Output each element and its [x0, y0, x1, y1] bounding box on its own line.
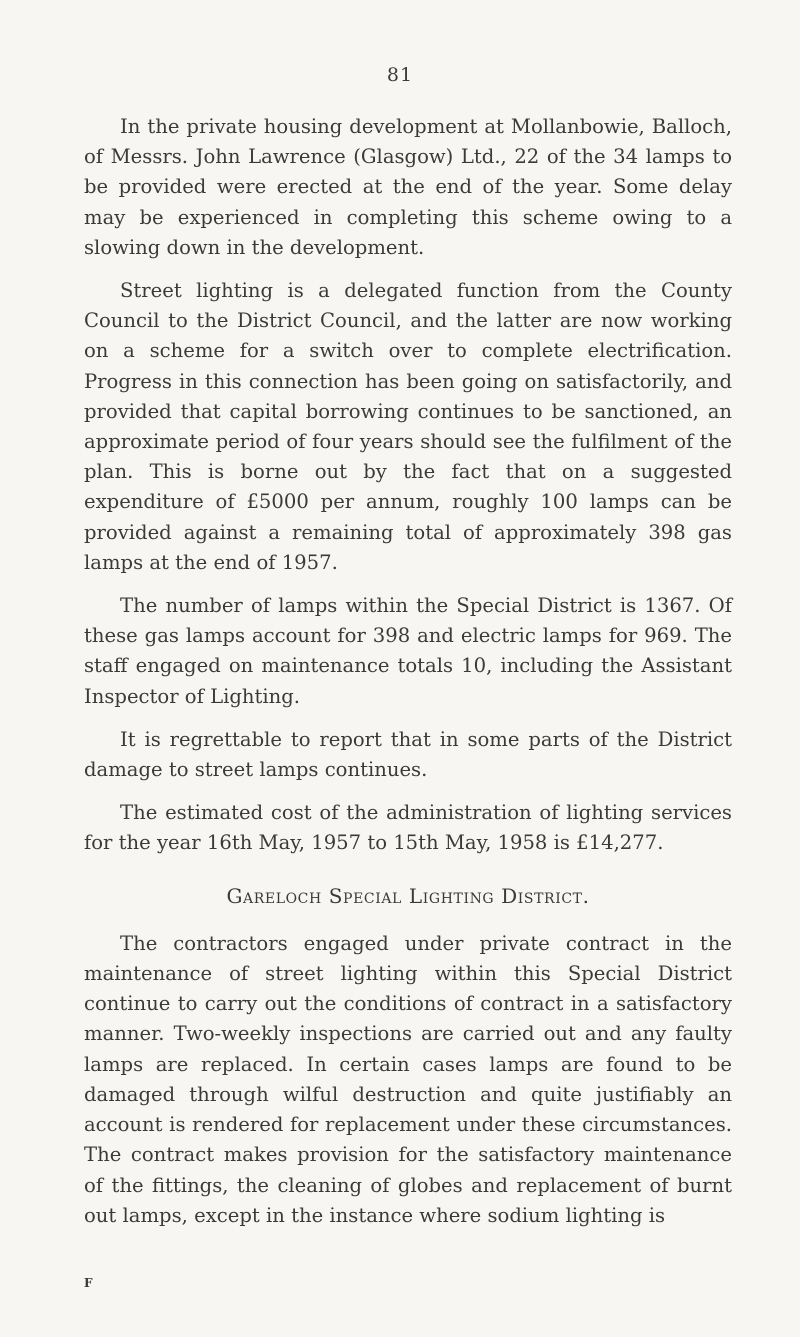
paragraph-estimated-cost: The estimated cost of the administration of lighting services for the year 16th May, 1957 to 15th May, 1958 is £14,277. [84, 801, 732, 855]
signature-mark: F [84, 1276, 94, 1290]
paragraph-gareloch-contractors: The contractors engaged under private contract in the maintenance of street lighting within this Special District continue to carry out the conditions of contract in a satisfactory manner. Two-weekly inspections are carried out and any faulty lamps are replaced. In certain cases lamps are found to be damaged through wilful destruction and quite justifiably an account is rendered for replacement under these circumstances. The contract makes provision for the satisfactory maintenance of the fittings, the cleaning of globes and replacement of burnt out lamps, except in the instance where sodium lighting is [84, 931, 732, 1227]
page-number: 81 [386, 64, 414, 86]
paragraph-street-lighting-electrification: Street lighting is a delegated function from the County Council to the District Council, and the latter are now working on a scheme for a switch over to complete electrification. Progress in this connection has been going on satisfactorily, and provided that capital borrowing continues to be sanctioned, an approximate period of four years should see the fulfilment of the plan. This is borne out by the fact that on a suggested expenditure of £5000 per annum, roughly 100 lamps can be provided against a remaining total of approximately 398 gas lamps at the end of 1957. [84, 279, 732, 574]
paragraph-mollanbowie-lamps: In the private housing development at Mollanbowie, Balloch, of Messrs. John Lawrence (Glasgow) Ltd., 22 of the 34 lamps to be provided were erected at the end of the year. Some delay may be experienced in completing this scheme owing to a slowing down in the development. [84, 115, 732, 259]
section-heading: Gareloch Special Lighting District. [226, 883, 590, 908]
paragraph-lamp-count: The number of lamps within the Special District is 1367. Of these gas lamps account for 398 and electric lamps for 969. The staff engaged on maintenance totals 10, including the Assistant Inspector of Lighting. [84, 594, 732, 708]
paragraph-lamp-damage: It is regrettable to report that in some parts of the District damage to street lamps continues. [84, 727, 732, 782]
body-text [84, 112, 732, 1244]
